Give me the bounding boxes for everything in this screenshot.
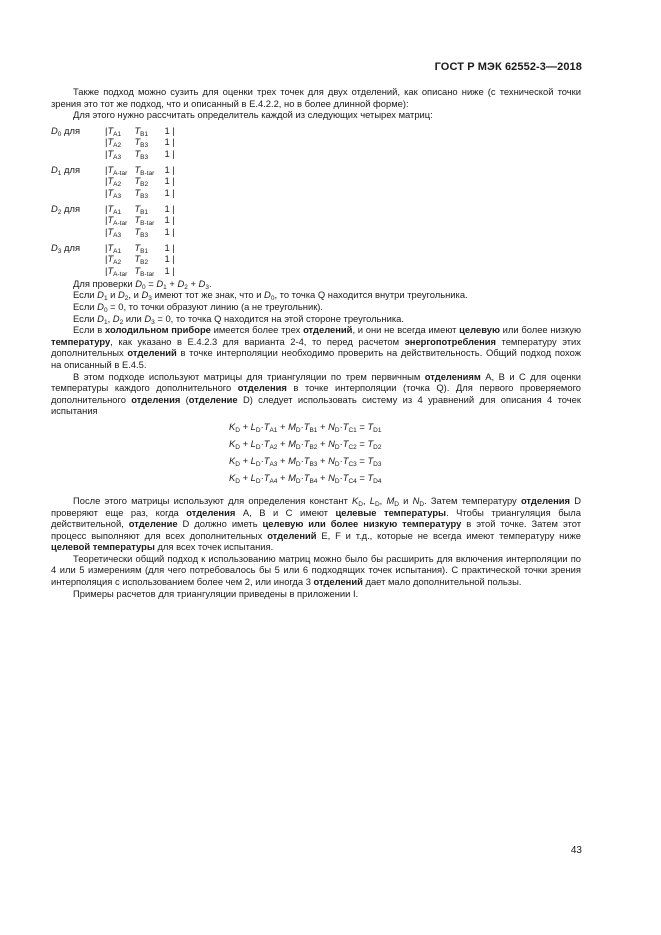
- triangulation-paragraph: В этом подходе используют матрицы для триангуляции по трем первичным отделениям А, В и С для оценки температуры каждого дополнительного отделения в точке интерполяции (точка Q). Для первого проверяемого дополнительного отделения (отделение D) следует использовать систему из 4 уравнений для описания 4 точек испытания: [51, 370, 582, 417]
- matrix-label: $D_0$ для: [51, 124, 81, 138]
- matrix-row: $|T_{A2}$ $T_{B2}$ 1 |: [105, 253, 175, 267]
- check-line-1: Для проверки $D_0 = D_1 + D_2 + D_3$.: [73, 277, 212, 291]
- matrix-row: $|T_{A3}$ $T_{B3}$ 1 |: [105, 147, 175, 161]
- check-line-4: Если $D_1$, $D_2$ или $D_3 = 0$, то точка Q находится на этой стороне треугольника.: [73, 312, 404, 326]
- check-line-2: Если $D_1$ и $D_2$, и $D_3$ имеют тот же знак, что и $D_0$, то точка Q находится внутри треугольника.: [73, 289, 468, 303]
- equation-4: $K_D + L_D\cdot T_{A4} + M_D\cdot T_{B4} + N_D\cdot T_{C4} = T_{D4}$: [229, 471, 382, 485]
- matrix-label: $D_1$ для: [51, 163, 81, 177]
- matrix-1: [51, 164, 581, 203]
- matrix-row: $|T_{A-tar}$ $T_{B-tar}$ 1 |: [105, 214, 175, 228]
- equation-3: $K_D + L_D\cdot T_{A3} + M_D\cdot T_{B3} + N_D\cdot T_{C3} = T_{D3}$: [229, 454, 382, 468]
- matrix-row: $|T_{A1}$ $T_{B1}$ 1 |: [105, 241, 175, 255]
- theory-paragraph: Теоретически общий подход к использованию матриц можно было бы расширить для включения интерполяции по 4 или 5 измерениям (для чего потребовалось бы 5 или 6 подходящих точек испытания). С практической точки зрения интерполяция с использованием более чем 2, или иногда 3 отделений дает мало дополнительной пользы.: [51, 552, 581, 588]
- equation-1: $K_D + L_D\cdot T_{A1} + M_D\cdot T_{B1} + N_D\cdot T_{C1} = T_{D1}$: [229, 420, 382, 434]
- constants-paragraph: После этого матрицы используют для определения констант $K_D$, $L_D$, $M_D$ и $N_D$. Затем температуру отделения D проверяют еще раз, когда отделения А, В и С имеют целевые температуры. Чтобы триангуляция была действительной, отделение D должно иметь целевую или более низкую температуру в этой точке. Затем этот процесс выполняют для всех дополнительных отделений Е, F и т.д., которые не всегда имеют температуру ниже целевой температуры для всех точек испытания.: [51, 494, 582, 553]
- equation-2: $K_D + L_D\cdot T_{A2} + M_D\cdot T_{B2} + N_D\cdot T_{C2} = T_{D2}$: [229, 437, 382, 451]
- document-header: ГОСТ Р МЭК 62552-3—2018: [434, 61, 582, 73]
- equation-system: [51, 421, 581, 489]
- matrix-row: $|T_{A3}$ $T_{B3}$ 1 |: [105, 225, 175, 239]
- check-block: [51, 278, 581, 324]
- matrices-intro: Для этого нужно рассчитать определитель каждой из следующих четырех матриц:: [73, 109, 433, 121]
- page-number: 43: [570, 845, 582, 856]
- matrix-row: $|T_{A2}$ $T_{B2}$ 1 |: [105, 175, 175, 189]
- matrix-2: [51, 203, 581, 242]
- matrix-label: $D_3$ для: [51, 241, 81, 255]
- cold-appliance-paragraph: Если в холодильном приборе имеется более трех отделений, и они не всегда имеют целевую или более низкую температуру, как указано в Е.4.2.3 для варианта 2-4, то перед расчетом энергопотребления температуру этих дополнительных отделений в точке интерполяции необходимо проверить на действительность. Общий подход похож на описанный в Е.4.5.: [51, 324, 582, 370]
- matrix-row: $|T_{A1}$ $T_{B1}$ 1 |: [105, 124, 175, 138]
- matrix-3: [51, 242, 581, 281]
- check-line-3: Если $D_0 = 0$, то точки образуют линию (а не треугольник).: [73, 300, 324, 314]
- matrix-row: $|T_{A3}$ $T_{B3}$ 1 |: [105, 186, 175, 200]
- matrix-row: $|T_{A1}$ $T_{B1}$ 1 |: [105, 202, 175, 216]
- matrix-row: $|T_{A-tar}$ $T_{B-tar}$ 1 |: [105, 163, 175, 177]
- matrix-label: $D_2$ для: [51, 202, 81, 216]
- examples-paragraph: Примеры расчетов для триангуляции приведены в приложении I.: [73, 587, 359, 599]
- page-content: [51, 86, 581, 599]
- matrix-0: [51, 125, 581, 164]
- matrix-row: $|T_{A-tar}$ $T_{B-tar}$ 1 |: [105, 264, 175, 278]
- matrix-row: $|T_{A2}$ $T_{B3}$ 1 |: [105, 136, 175, 150]
- intro-paragraph: Также подход можно сузить для оценки трех точек для двух отделений, как описано ниже (с технической точки зрения это тот же подход, что и описанный в Е.4.2.2, но в более длинной форме):: [51, 86, 581, 109]
- matrices-block: [51, 125, 581, 281]
